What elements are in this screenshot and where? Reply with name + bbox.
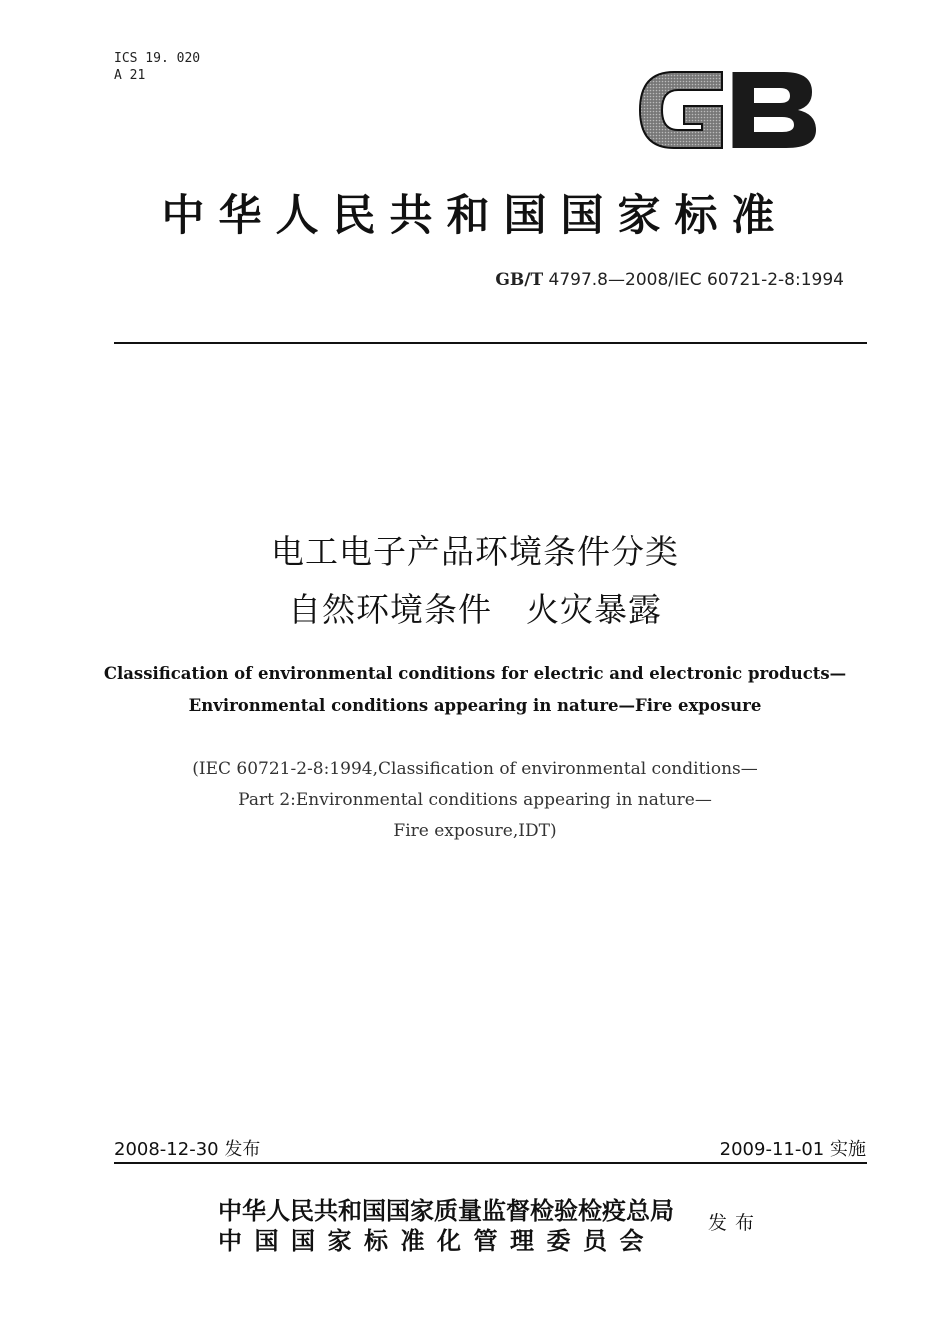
standard-number xyxy=(495,270,844,290)
issuer-line-1: 中华人民共和国国家质量监督检验检疫总局 xyxy=(218,1196,674,1225)
ccs-code: A 21 xyxy=(114,68,146,83)
standard-code-prefix: GB/T xyxy=(495,270,544,290)
classification-codes xyxy=(114,50,200,84)
header-divider xyxy=(114,342,867,344)
english-title-line-1: Classification of environmental conditions for electric and electronic products— xyxy=(103,664,847,683)
footer-divider xyxy=(114,1162,867,1164)
implementation-date: 2009-11-01 实施 xyxy=(719,1139,866,1160)
chinese-title-line-1: 电工电子产品环境条件分类 xyxy=(271,532,679,571)
gb-logo-icon xyxy=(634,62,820,158)
national-standard-heading: 中华人民共和国国家标准 xyxy=(161,191,789,241)
ics-code: ICS 19. 020 xyxy=(114,51,201,66)
iec-reference-line-3: Fire exposure,IDT) xyxy=(393,821,557,841)
english-title-line-2: Environmental conditions appearing in nature—Fire exposure xyxy=(188,696,762,715)
publish-label: 发布 xyxy=(708,1212,763,1234)
standard-code-rest: 4797.8—2008/IEC 60721-2-8:1994 xyxy=(543,270,844,290)
issue-date: 2008-12-30 发布 xyxy=(114,1139,261,1160)
iec-reference-line-1: (IEC 60721-2-8:1994,Classification of environmental conditions— xyxy=(192,759,758,779)
issuer-line-2: 中国国家标准化管理委员会 xyxy=(218,1226,656,1255)
chinese-title-line-2: 自然环境条件 火灾暴露 xyxy=(288,590,662,629)
iec-reference-line-2: Part 2:Environmental conditions appearing in nature— xyxy=(238,790,712,810)
